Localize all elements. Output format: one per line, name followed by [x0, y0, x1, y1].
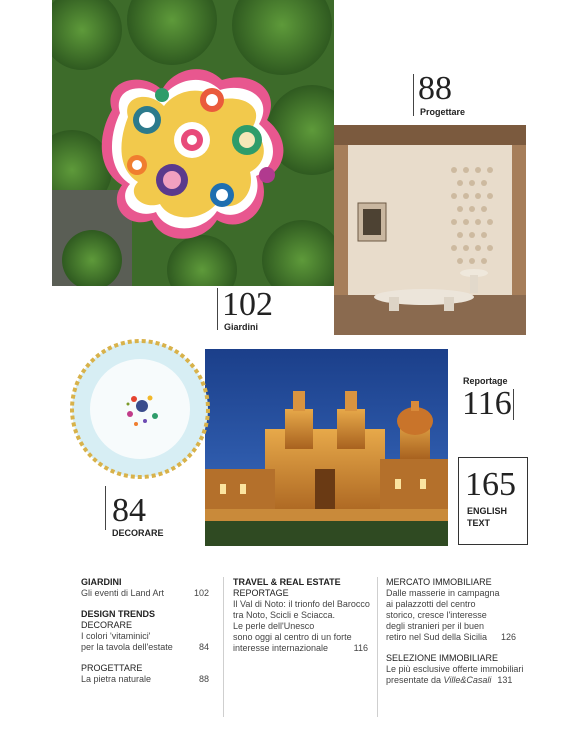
reportage-label: Reportage [463, 376, 508, 386]
toc-selezione-heading: SELEZIONE IMMOBILIARE [386, 653, 499, 663]
toc-travel-subheading: REPORTAGE [233, 588, 289, 598]
toc-design-page: 84 [198, 642, 209, 652]
toc-column-1 [81, 577, 209, 685]
toc-progettare-entry[interactable] [81, 674, 209, 685]
toc-design-text-2: per la tavola dell'estate [81, 642, 173, 652]
progettare-label: Progettare [420, 107, 466, 117]
toc-progettare-text: La pietra naturale [81, 674, 152, 684]
toc-giardini-text: Gli eventi di Land Art [81, 588, 165, 598]
toc-mercato-line-4: degli stranieri per il buen [386, 621, 485, 631]
toc-travel-heading: TRAVEL & REAL ESTATE [233, 577, 341, 587]
toc-design-entry[interactable] [81, 642, 209, 653]
toc-mercato-entry[interactable] [386, 632, 516, 643]
english-label-line1: ENGLISH [467, 506, 508, 516]
toc-selezione-line-1: Le più esclusive offerte immobiliari [386, 664, 524, 674]
toc-selezione-prefix: presentate da [386, 675, 444, 685]
toc-column-2 [233, 577, 368, 654]
reportage-page-number: 116 [462, 385, 512, 422]
english-text-box [458, 457, 528, 545]
english-label-line2: TEXT [467, 518, 491, 528]
decorare-page-number: 84 [112, 492, 146, 529]
toc-mercato-line-3: storico, cresce l'interesse [386, 610, 487, 620]
land-art-photo [52, 0, 334, 286]
toc-travel-line-2: tra Noto, Scicli e Sciacca. [233, 610, 336, 620]
toc-travel-page: 116 [353, 643, 368, 653]
toc-selezione-brand: Ville&Casali [443, 675, 492, 685]
giardini-page-number: 102 [222, 286, 273, 323]
progettare-divider [413, 74, 414, 116]
toc-giardini-entry[interactable] [81, 588, 209, 599]
toc-mercato-heading: MERCATO IMMOBILIARE [386, 577, 492, 587]
toc-design-heading: DESIGN TRENDS [81, 609, 156, 619]
toc-travel-entry[interactable] [233, 643, 368, 654]
progettare-page-number: 88 [418, 70, 452, 107]
reportage-divider [513, 389, 514, 420]
english-page-number: 165 [465, 466, 516, 503]
toc-mercato-page: 126 [500, 632, 516, 642]
decorare-label: DECORARE [112, 528, 164, 538]
toc-travel-line-3: Le perle dell'Unesco [233, 621, 315, 631]
noto-cathedral-photo [205, 349, 448, 546]
decorare-divider [105, 486, 106, 530]
toc-progettare-page: 88 [198, 674, 209, 684]
toc-travel-line-5: interesse internazionale [233, 643, 329, 653]
giardini-label: Giardini [224, 322, 259, 332]
toc-mercato-line-5: retiro nel Sud della Sicilia [386, 632, 488, 642]
toc-selezione-line-2 [386, 675, 491, 686]
toc-progettare-heading: PROGETTARE [81, 663, 143, 673]
toc-separator-2 [377, 577, 378, 717]
toc-travel-line-4: sono oggi al centro di un forte [233, 632, 352, 642]
toc-design-subheading: DECORARE [81, 620, 133, 630]
decorative-plate-image [70, 336, 210, 482]
toc-giardini-heading: GIARDINI [81, 577, 122, 587]
toc-mercato-line-2: ai palazzotti del centro [386, 599, 476, 609]
toc-selezione-page: 131 [497, 675, 513, 685]
interior-stone-photo [334, 125, 526, 335]
toc-mercato-line-1: Dalle masserie in campagna [386, 588, 500, 598]
toc-giardini-page: 102 [193, 588, 209, 598]
toc-separator-1 [223, 577, 224, 717]
toc-column-3 [386, 577, 524, 686]
giardini-divider [217, 288, 218, 330]
toc-design-text-1: I colori 'vitaminici' [81, 631, 151, 641]
toc-selezione-entry[interactable] [386, 675, 516, 686]
toc-travel-line-1: Il Val di Noto: il trionfo del Barocco [233, 599, 370, 609]
